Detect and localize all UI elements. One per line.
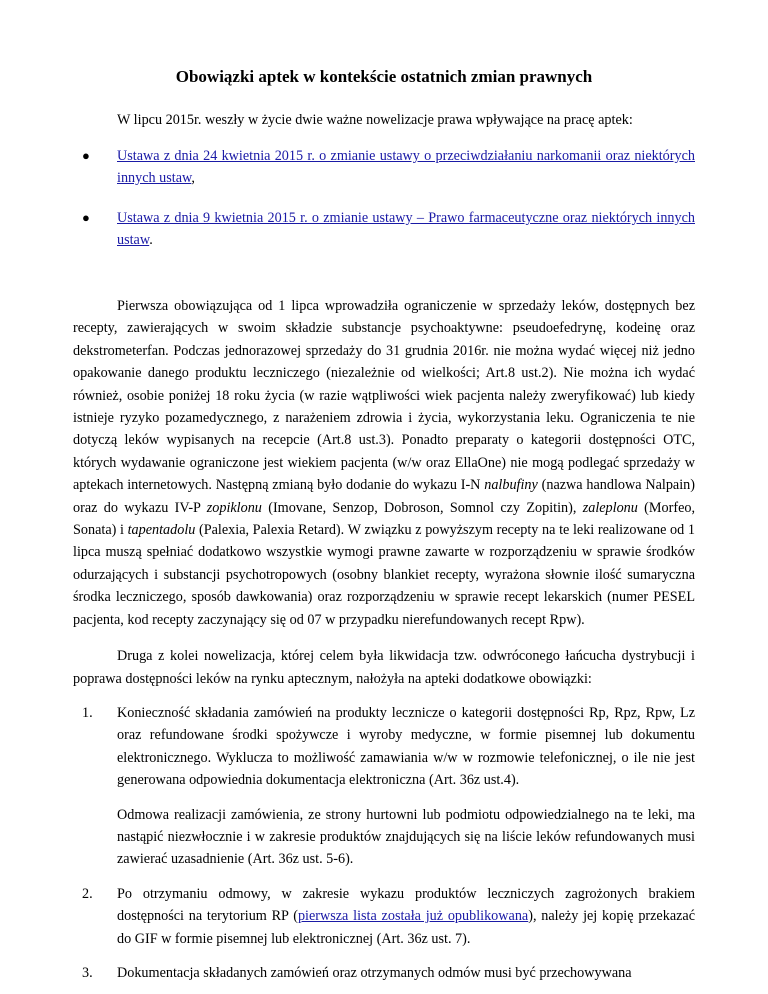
- list-item: [73, 962, 695, 984]
- list-number: 3.: [82, 964, 93, 981]
- list-number: 2.: [82, 885, 93, 902]
- document-title: Obowiązki aptek w kontekście ostatnich zmian prawnych: [175, 67, 593, 86]
- duty-text: Konieczność składania zamówień na produkty lecznicze o kategorii dostępności Rp, Rpz, Rpw, Lz oraz refundowane środki spożywcze i wyroby medyczne, w formie pisemnej lub dokumentu elektronicznego. Wyklucza to możliwość zamawiania w/w w rozmowie telefonicznej, o ile nie jest generowana odpowiednia dokumentacja elektroniczna (Art. 36z ust.4).: [117, 704, 695, 789]
- bullet-icon: ●: [82, 210, 90, 225]
- list-item: [73, 207, 695, 251]
- duty-text: Dokumentacja składanych zamówień oraz otrzymanych odmów musi być przechowywana: [117, 964, 632, 981]
- text-run: ), należy jej kopię przekazać do GIF w formie pisemnej lub elektronicznej (Art. 36z ust. 7).: [117, 908, 696, 947]
- law-link-pharma[interactable]: Ustawa z dnia 9 kwietnia 2015 r. o zmianie ustawy – Prawo farmaceutyczne oraz niektórych innych ustaw: [117, 210, 695, 248]
- duty-subparagraph: Odmowa realizacji zamówienia, ze strony hurtowni lub podmiotu odpowiedzialnego na te leki, ma nastąpić niezwłocznie i w zakresie produktów znajdujących się na liście leków refundowanych musi zawierać uzasadnienie (Art. 36z ust. 5-6).: [117, 806, 695, 868]
- list-item: [73, 145, 695, 189]
- laws-list: [73, 145, 695, 251]
- duty-text: [117, 883, 695, 950]
- list-number: 1.: [82, 704, 93, 721]
- law-link-narcotics[interactable]: Ustawa z dnia 24 kwietnia 2015 r. o zmianie ustawy o przeciwdziałaniu narkomanii oraz niektórych innych ustaw: [117, 148, 695, 186]
- drug-name: nalbufiny: [484, 477, 538, 494]
- bullet-icon: ●: [82, 148, 90, 163]
- text-run: (Morfeo, Sonata) i: [73, 499, 696, 539]
- duties-list: [73, 702, 695, 984]
- law-suffix: .: [149, 232, 153, 248]
- paragraph-first-amendment: [73, 295, 695, 631]
- text-run: (Palexia, Palexia Retard). W związku z powyższym recepty na te leki realizowane od 1 lipca muszą spełniać dodatkowo wszystkie wymogi prawne zawarte w rozporządzeniu w sprawie środków odurzających i substancji psychotropowych (osobny blankiet recepty, wyrażona słownie ilość sumaryczna środka leczniczego, sposób dawkowania) oraz rozporządzeniu w sprawie recept lekarskich (numer PESEL pacjenta, kod recepty zaczynający się od 07 w przypadku nierefundowanych recept Rpw).: [73, 522, 695, 628]
- text-run: Pierwsza obowiązująca od 1 lipca wprowadziła ograniczenie w sprzedaży leków, dostępnych bez recepty, zawierających w swoim składzie substancje psychoaktywne: pseudoefedrynę, kodeinę oraz dekstrometerfan. Podczas jednorazowej sprzedaży do 31 grudnia 2016r. nie można wydać więcej niż jedno opakowanie danego produktu leczniczego (niezależnie od wielkości; Art.8 ust.2). Nie można ich wydać również, osobie poniżej 18 roku życia (w razie wątpliwości wiek pacjenta należy zweryfikować) lub kiedy istnieje ryzyko pozamedycznego, z narażeniem zdrowia i życia, wykorzystania leku. Ograniczenia te nie dotyczą leków wypisanych na recepcie (Art.8 ust.3). Ponadto preparaty o kategorii dostępności OTC, których wydawanie ograniczone jest wiekiem pacjenta (w/w oraz EllaOne) nie mogą podlegać sprzedaży w aptekach internetowych. Następną zmianą było dodanie do wykazu I-N: [73, 298, 695, 494]
- text-run: Po otrzymaniu odmowy, w zakresie wykazu produktów leczniczych zagrożonych brakiem dostępności na terytorium RP (: [117, 885, 695, 925]
- text-run: (nazwa handlowa Nalpain) oraz do wykazu IV-P: [73, 477, 695, 516]
- drug-name: zopiklonu: [206, 499, 262, 516]
- drug-name: zaleplonu: [582, 499, 638, 516]
- drug-name: tapentadolu: [127, 522, 196, 539]
- list-item: [73, 702, 695, 871]
- paragraph-second-amendment: Druga z kolei nowelizacja, której celem była likwidacja tzw. odwróconego łańcucha dystrybucji i poprawa dostępności leków na rynku aptecznym, nałożyła na apteki dodatkowe obowiązki:: [73, 648, 695, 687]
- text-run: (Imovane, Senzop, Dobroson, Somnol czy Zopitin),: [261, 499, 583, 516]
- law-suffix: ,: [191, 170, 195, 186]
- published-list-link[interactable]: pierwsza lista została już opublikowana: [297, 908, 529, 925]
- list-item: [73, 883, 695, 950]
- intro-paragraph: W lipcu 2015r. weszły w życie dwie ważne nowelizacje prawa wpływające na pracę aptek:: [117, 112, 633, 128]
